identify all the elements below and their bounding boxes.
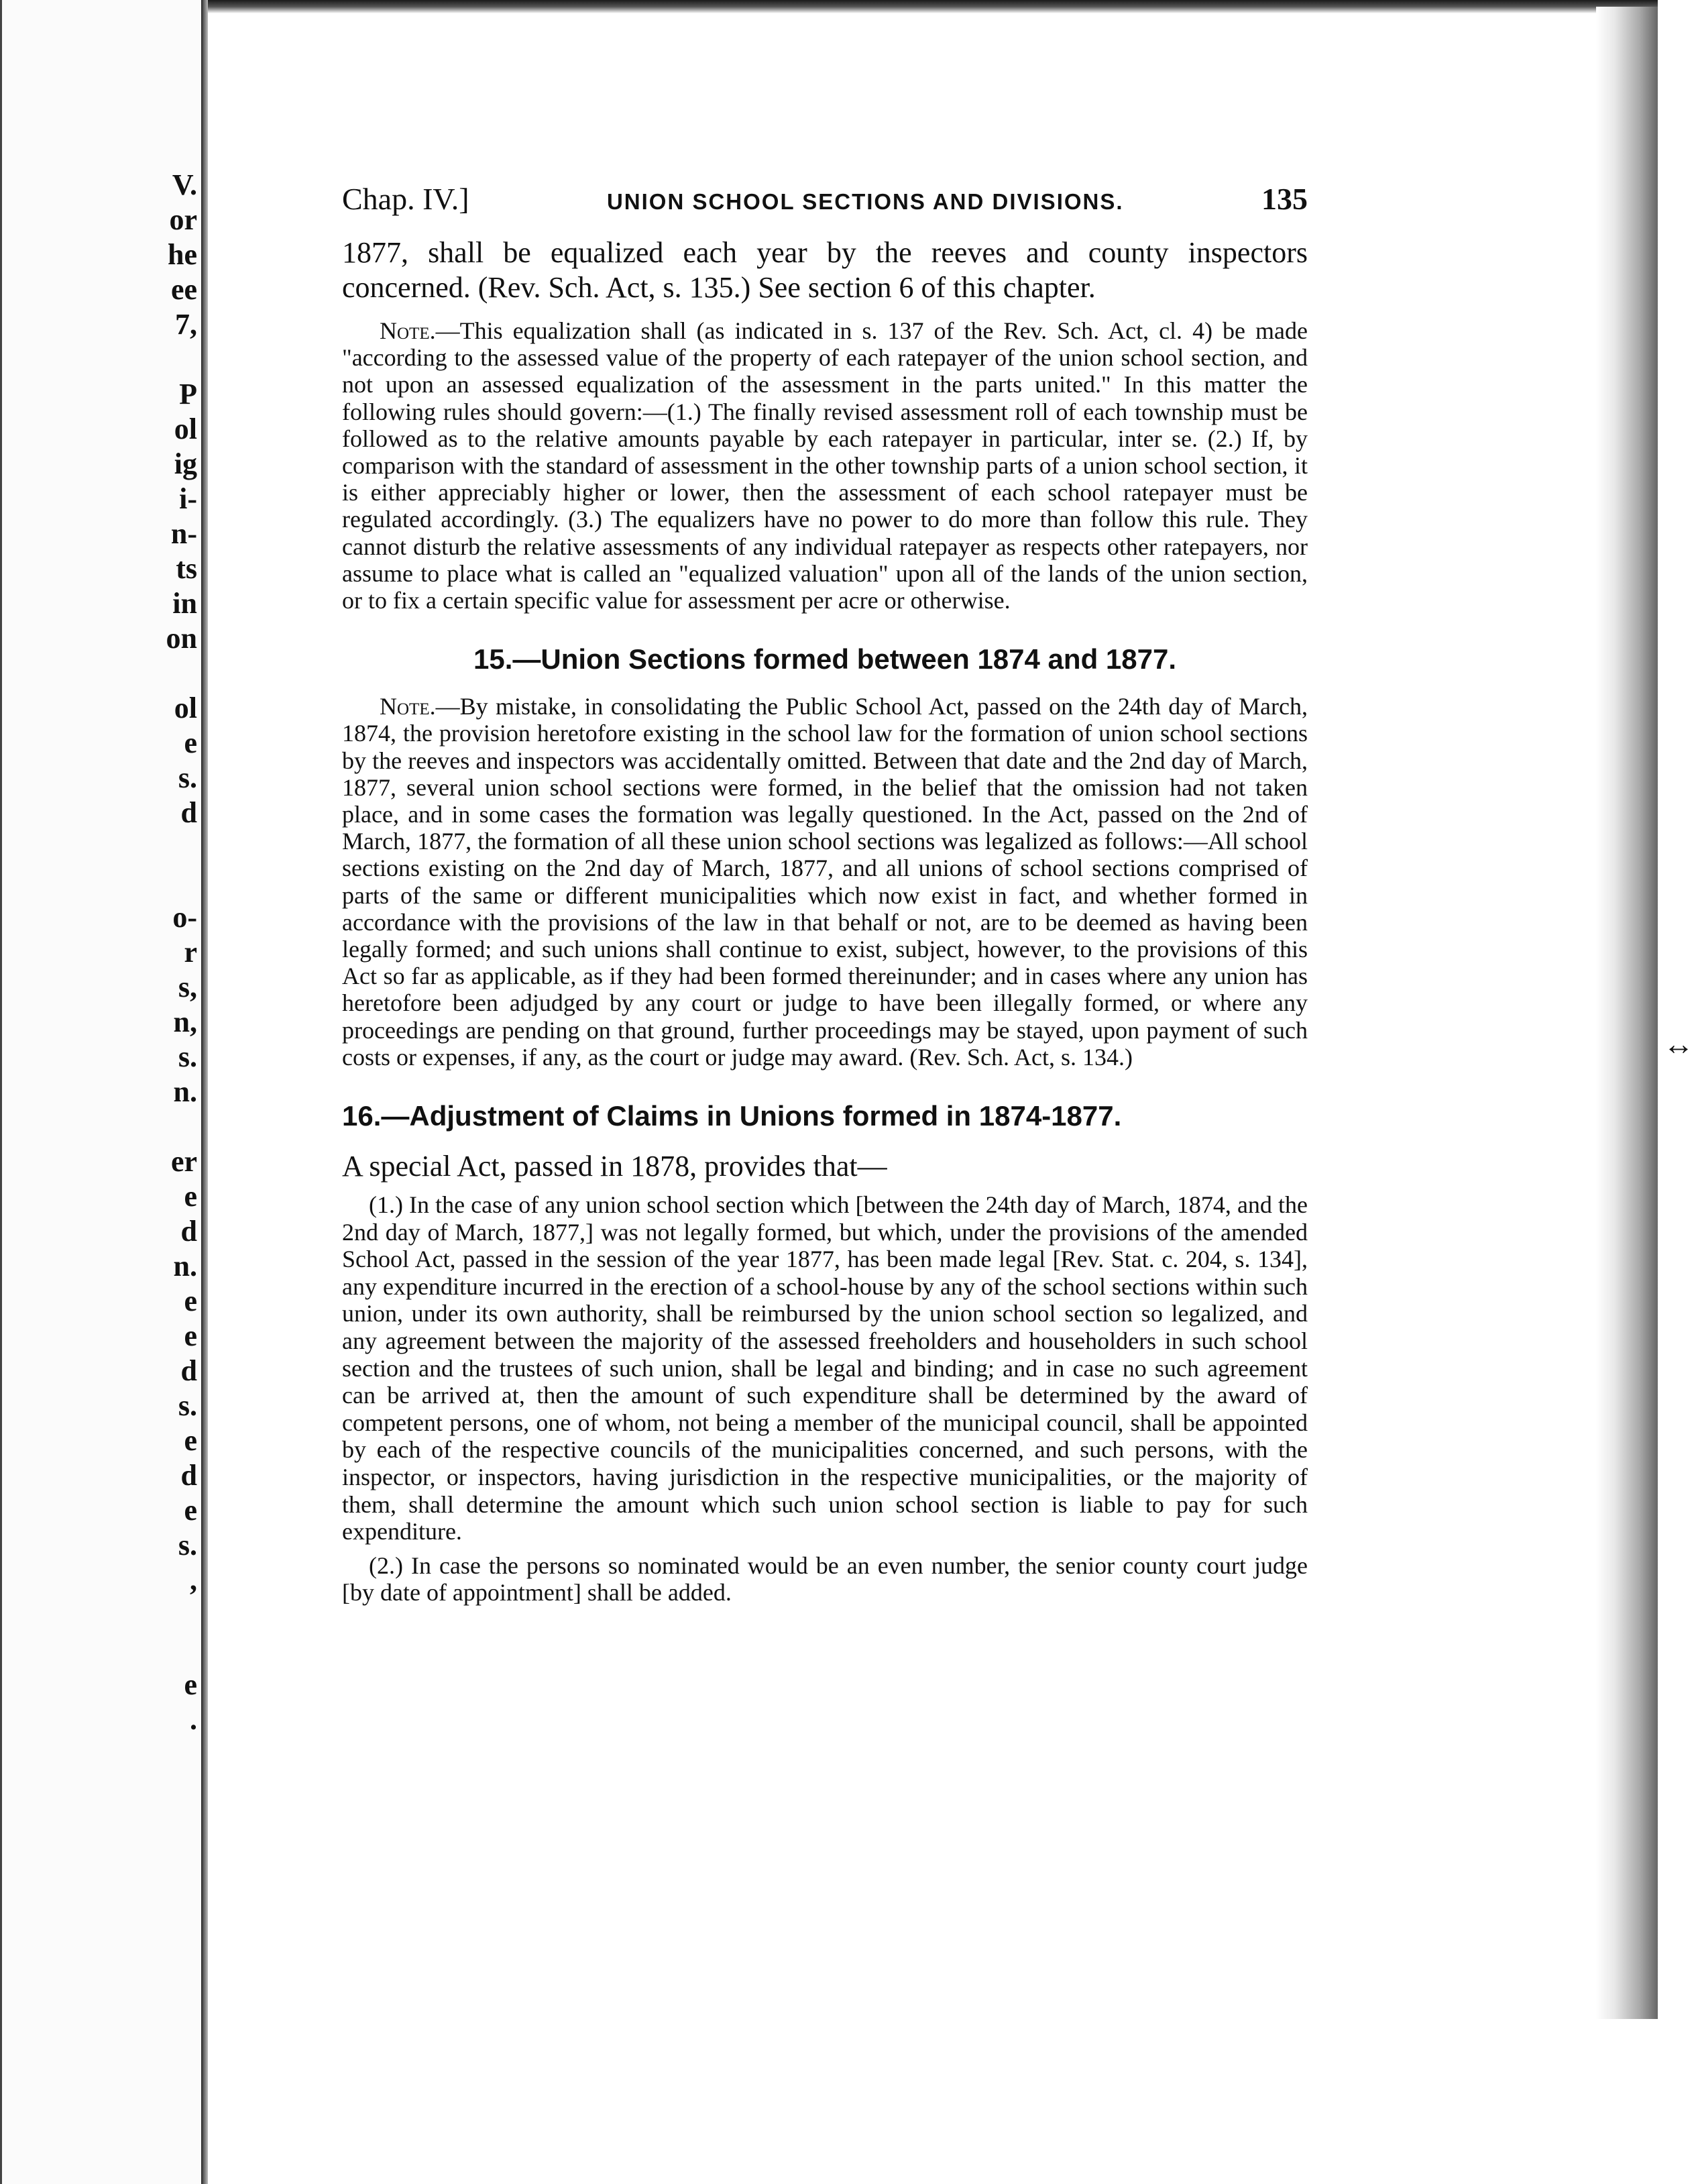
section-15-heading: 15.—Union Sections formed between 1874 and 1877. [473, 643, 1176, 675]
facing-page-fragment: on [166, 622, 197, 655]
facing-page-fragment: s, [178, 971, 197, 1003]
facing-page-fragment: d [180, 1459, 197, 1492]
facing-page-fragment [90, 656, 197, 691]
facing-page-fragment: i- [179, 482, 197, 515]
facing-page-fragment: n- [170, 517, 197, 550]
facing-page-fragment: P [179, 378, 197, 411]
facing-page-fragment: e [184, 1180, 197, 1213]
facing-page-fragment: ol [174, 692, 197, 724]
facing-page-fragment [90, 1109, 197, 1144]
facing-page-fragment [90, 865, 197, 900]
note-equalization [342, 317, 1308, 614]
section-16-clause-2: (2.) In case the persons so nominated would be an even number, the senior county court judge [by date of appointment] shall be added. [342, 1551, 1308, 1606]
note-label: Note. [380, 693, 436, 720]
facing-page-fragment: ee [170, 273, 197, 306]
note-label: Note. [380, 317, 436, 344]
facing-page-fragment: V. [172, 168, 197, 201]
section-16-heading: 16.—Adjustment of Claims in Unions formed in 1874-1877. [342, 1100, 1122, 1132]
facing-page-fragment: er [170, 1145, 197, 1178]
edge-arrow-mark: ↔ [1663, 1027, 1694, 1061]
section-16-intro: A special Act, passed in 1878, provides that— [342, 1150, 887, 1183]
facing-page-fragment: 7, [175, 308, 197, 341]
facing-page-fragment: or [169, 203, 197, 236]
running-title: UNION SCHOOL SECTIONS AND DIVISIONS. [606, 189, 1124, 214]
facing-page-fragment: s. [178, 1040, 197, 1073]
facing-page-fragment: , [190, 1564, 197, 1596]
chapter-label: Chap. IV.] [342, 182, 469, 216]
facing-page-fragment: e [184, 726, 197, 759]
page-number: 135 [1261, 182, 1308, 216]
facing-page-fragment [90, 1598, 197, 1633]
facing-page [0, 0, 201, 2184]
page-fore-edge [1596, 7, 1658, 2019]
facing-page-fragment: e [184, 1668, 197, 1701]
note-section-15 [342, 693, 1308, 1071]
continued-paragraph: 1877, shall be equalized each year by the reeves and county inspectors concerned. (Rev. Sch. Act, s. 135.) See section 6 of this chapter. [342, 236, 1308, 304]
facing-page-fragment: s. [178, 1389, 197, 1422]
facing-page-fragment: o- [172, 901, 197, 934]
document-page [342, 181, 1308, 1858]
facing-page-fragment: e [184, 1319, 197, 1352]
running-head [342, 181, 1308, 217]
facing-page-fragment: s. [178, 1529, 197, 1562]
note-text: —By mistake, in consolidating the Public School Act, passed on the 24th day of March, 1874, the provision heretofore existing in the school law for the formation of union school sections by the reeves and inspectors was accidentally omitted. Between that date and the 2nd day of March, 1877, several union school sections were formed, in the belief that the omission had not taken place, and in some cases the formation was legally questioned. In the Act, passed on the 2nd of March, 1877, the formation of all these union school sections was legalized as follows:—All school sections existing on the 2nd day of March, 1877, and all unions of school sections comprised of parts of the same or different municipalities which now exist in fact, and whether formed in accordance with the provisions of the law in that behalf or not, are to be deemed as having been legally formed; and such unions shall continue to exist, subject, however, to the provisions of this Act so far as applicable, as if they had been formed thereinunder; and in cases where any union has heretofore been adjudged by any court or judge to have been illegally formed, or where any proceedings are pending on that ground, further proceedings may be stayed, upon payment of such costs or expenses, if any, as the court or judge may award. (Rev. Sch. Act, s. 134.) [342, 693, 1308, 1071]
facing-page-fragment: ig [174, 447, 197, 480]
facing-page-fragment: d [180, 796, 197, 829]
facing-page-fragment: s. [178, 761, 197, 794]
facing-page-text-fragments [90, 168, 197, 1737]
facing-page-fragment: he [168, 238, 197, 271]
facing-page-fragment [90, 1633, 197, 1668]
facing-page-fragment: n. [173, 1075, 197, 1108]
facing-page-fragment: in [172, 587, 197, 620]
book-gutter [201, 0, 208, 2184]
facing-page-edge [0, 0, 2, 2184]
facing-page-fragment [90, 342, 197, 377]
section-16-clause-1: (1.) In the case of any union school section which [between the 24th day of March, 1874, and the 2nd day of March, 1877,] was not legally formed, but which, under the provisions of the amended School Act, passed in the session of the year 1877, has been made legal [Rev. Stat. c. 204, s. 134], any expenditure incurred in the erection of a school-house by any of the school sections within such union, under its own authority, shall be reimbursed by the union school section so legalized, and any agreement between the majority of the assessed freeholders and householders in such school section and the trustees of such union, shall be legal and binding; and in case no such agreement can be arrived at, then the amount of such expenditure shall be determined by the award of competent persons, one of whom, not being a member of the municipal council, shall be appointed by each of the respective councils of the municipalities concerned, and such persons, with the inspector, or inspectors, having jurisdiction in the respective municipalities, or the majority of them, shall determine the amount which such union school section is liable to pay for such expenditure. [342, 1191, 1308, 1545]
facing-page-fragment: n, [173, 1005, 197, 1038]
facing-page-fragment: e [184, 1494, 197, 1527]
facing-page-fragment: e [184, 1285, 197, 1317]
note-text: —This equalization shall (as indicated in s. 137 of the Rev. Sch. Act, cl. 4) be made "according to the assessed value of the property of each ratepayer of the union school section, and not upon an assessed equalization of the assessment in the parts united." In this matter the following rules should govern:—(1.) The finally revised assessment roll of each township must be followed as to the relative amounts payable by each ratepayer in particular, inter se. (2.) If, by comparison with the standard of assessment in the other township parts of a union school section, it is either appreciably higher or lower, then the assessment of each school ratepayer must be regulated accordingly. (3.) The equalizers have no power to do more than follow this rule. They cannot disturb the relative assessments of any individual ratepayer as respects other ratepayers, nor assume to place what is called an "equalized valuation" upon all of the lands of the union section, or to fix a certain specific value for assessment per acre or otherwise. [342, 317, 1308, 614]
facing-page-fragment: r [184, 936, 197, 969]
facing-page-fragment: e [184, 1424, 197, 1457]
facing-page-fragment: . [190, 1703, 197, 1736]
facing-page-fragment: ol [174, 413, 197, 445]
scan-background [1658, 0, 1698, 2184]
facing-page-fragment: n. [173, 1250, 197, 1282]
facing-page-fragment [90, 830, 197, 865]
facing-page-fragment: d [180, 1354, 197, 1387]
facing-page-fragment: ts [176, 552, 197, 585]
facing-page-fragment: d [180, 1215, 197, 1248]
page-top-shadow [208, 0, 1698, 13]
